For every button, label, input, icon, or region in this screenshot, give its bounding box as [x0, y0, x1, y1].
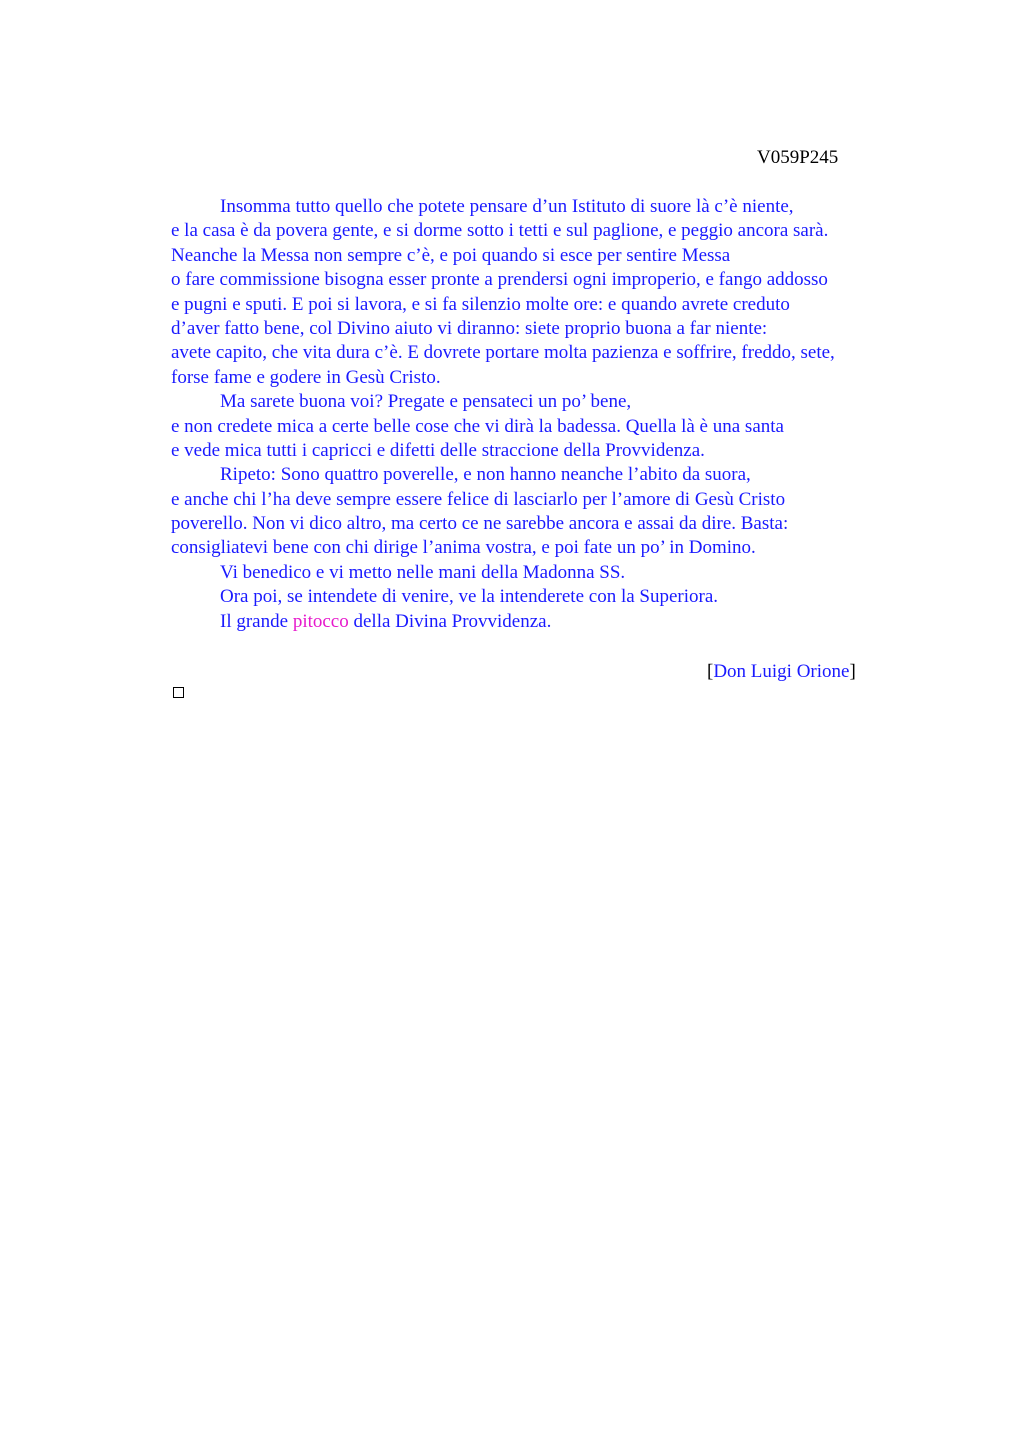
text-line: Insomma tutto quello che potete pensare d’un Istituto di suore là c’è niente, [220, 196, 794, 217]
text-line: Ripeto: Sono quattro poverelle, e non hanno neanche l’abito da suora, [220, 464, 751, 486]
text-line: Vi benedico e vi metto nelle mani della Madonna SS. [220, 561, 626, 583]
signature-name: Don Luigi Orione [713, 661, 850, 682]
text-line: Ora poi, se intendete di venire, ve la intenderete con la Superiora. [220, 586, 719, 608]
closing-line [171, 610, 911, 634]
text-line: e anche chi l’ha deve sempre essere felice di lasciarlo per l’amore di Gesù Cristo [171, 488, 786, 510]
text-line: consigliatevi bene con chi dirige l’anima vostra, e poi fate un po’ in Domino. [171, 537, 756, 559]
page-code: V059P245 [757, 147, 839, 168]
text-line: e non credete mica a certe belle cose che vi dirà la badessa. Quella là è una santa [171, 415, 784, 437]
text-line: e vede mica tutti i capricci e difetti delle straccione della Provvidenza. [171, 439, 705, 461]
text-line: o fare commissione bisogna esser pronte a prendersi ogni improperio, e fango addosso [171, 269, 828, 291]
text-line: d’aver fatto bene, col Divino aiuto vi diranno: siete proprio buona a far niente: [171, 317, 768, 339]
text-line: Neanche la Messa non sempre c’è, e poi quando si esce per sentire Messa [171, 244, 731, 266]
closing-before: Il grande [220, 610, 293, 632]
text-line: forse fame e godere in Gesù Cristo. [171, 366, 441, 388]
signature [707, 660, 856, 684]
text-line: avete capito, che vita dura c’è. E dovrete portare molta pazienza e soffrire, freddo, sete, [171, 342, 835, 364]
text-line: poverello. Non vi dico altro, ma certo ce ne sarebbe ancora e assai da dire. Basta: [171, 513, 789, 535]
closing-after: della Divina Provvidenza. [348, 610, 552, 632]
text-line: e pugni e sputi. E poi si lavora, e si fa silenzio molte ore: e quando avrete creduto [171, 293, 790, 315]
signature-bracket-close: ] [849, 661, 856, 682]
text-line: Ma sarete buona voi? Pregate e pensateci un po’ bene, [220, 391, 632, 413]
letter-body [171, 195, 911, 634]
text-line: e la casa è da povera gente, e si dorme sotto i tetti e sul paglione, e peggio ancora sarà. [171, 220, 829, 242]
end-square-icon [173, 687, 184, 698]
highlighted-word: pitocco [292, 610, 349, 632]
signature-bracket-open: [ [707, 661, 714, 682]
